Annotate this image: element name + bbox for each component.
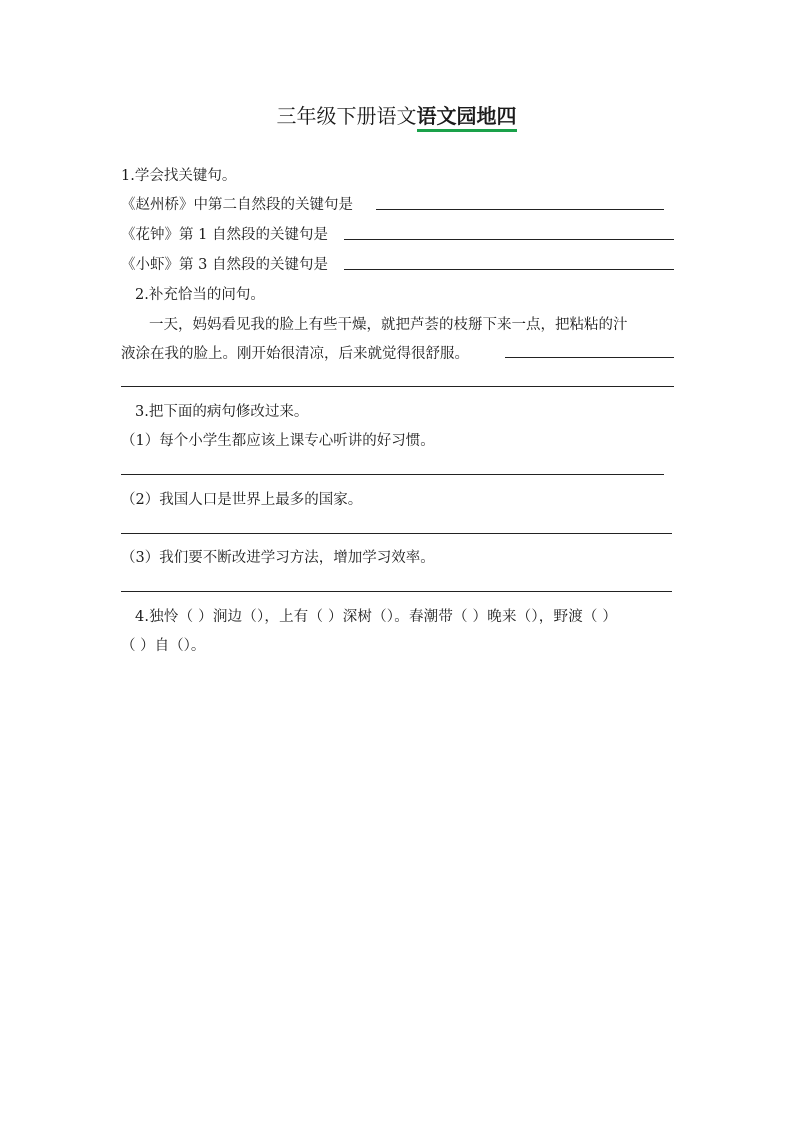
q3-heading: 3.把下面的病句修改过来。 [135, 404, 309, 420]
title-prefix: 三年级下册语文 [276, 104, 417, 128]
q3-item-1: （1）每个小学生都应该上课专心听讲的好习惯。 [121, 433, 435, 449]
q1-answer-line-3[interactable] [344, 269, 674, 270]
q3-item-3: （3）我们要不断改进学习方法，增加学习效率。 [121, 550, 435, 566]
q1-item-2 [121, 223, 328, 244]
q1-answer-line-2[interactable] [344, 239, 674, 240]
q1-item-3 [121, 253, 328, 274]
q1-item-2-text: 《花钟》第 1 自然段的关键句是 [121, 227, 328, 243]
q1-item-1-text: 《赵州桥》中第二自然段的关键句是 [121, 197, 353, 213]
q2-paragraph-line-1: 一天，妈妈看见我的脸上有些干燥，就把芦荟的枝掰下来一点，把粘粘的汁 [149, 317, 628, 333]
title-highlight: 语文园地四 [417, 104, 517, 132]
q4-line-2: （ ）自（）。 [121, 638, 206, 654]
q3-answer-line-3[interactable] [121, 591, 672, 592]
q1-item-3-text: 《小虾》第 3 自然段的关键句是 [121, 257, 328, 273]
q4-line-1: 4.独怜（ ）涧边（），上有（ ）深树（）。春潮带（ ）晚来（），野渡（ ） [135, 609, 618, 625]
page-title [0, 100, 793, 129]
q1-heading: 1.学会找关键句。 [121, 168, 237, 184]
q2-paragraph-line-2: 液涂在我的脸上。刚开始很清凉，后来就觉得很舒服。 [121, 346, 469, 362]
q2-answer-line-inline[interactable] [505, 357, 674, 358]
q3-answer-line-1[interactable] [121, 474, 664, 475]
q2-answer-line[interactable] [121, 386, 674, 387]
q1-item-1 [121, 193, 353, 214]
q2-heading: 2.补充恰当的问句。 [135, 287, 265, 303]
q3-answer-line-2[interactable] [121, 533, 672, 534]
q3-item-2: （2）我国人口是世界上最多的国家。 [121, 492, 363, 508]
q1-answer-line-1[interactable] [376, 209, 664, 210]
